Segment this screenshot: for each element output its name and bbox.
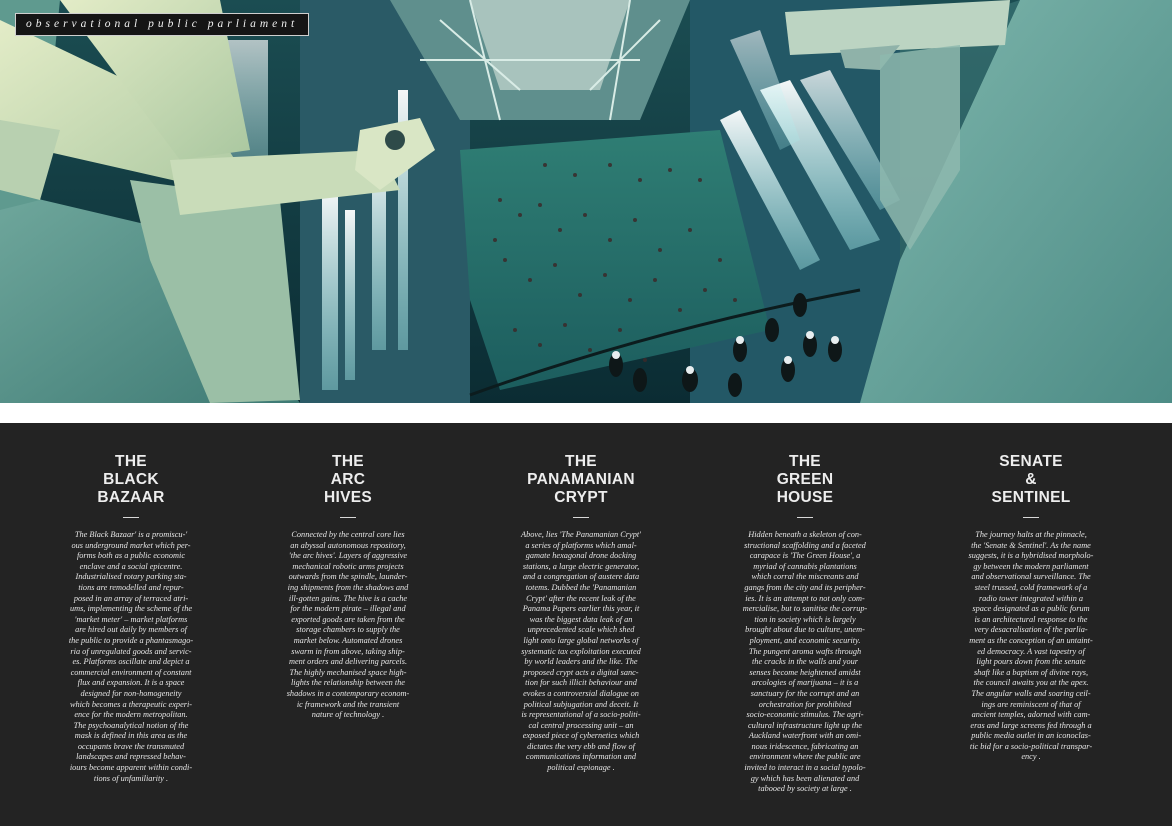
title-rule — [797, 517, 813, 518]
body-line: ous underground market which per- — [71, 540, 191, 550]
body-line: is representational of a socio-politi- — [521, 710, 641, 720]
body-line: socio-economic stimulus. The agri- — [746, 710, 864, 720]
body-line: swarm in from above, taking ship- — [291, 646, 405, 656]
section-title — [720, 453, 890, 507]
body-line: cal central processing unit – an — [528, 720, 634, 730]
body-line: mechanical robotic arms projects — [292, 561, 404, 571]
body-line: ed democracy. A vast tapestry of — [977, 646, 1085, 656]
body-line: which corral the miscreants and — [751, 572, 859, 582]
body-line: an abyssal autonomous repository, — [290, 540, 406, 550]
body-line: systematic tax exploitation executed — [521, 646, 641, 656]
body-line: posed in an array of terraced atri- — [73, 593, 189, 603]
body-line: forms both as a public economic — [76, 551, 186, 561]
body-line: was the biggest data leak of an — [529, 614, 633, 624]
body-line: sanctuary for the corrupt and an — [750, 688, 860, 698]
divider-gap — [0, 403, 1172, 423]
body-line: totems. Dubbed the 'Panamanian — [525, 582, 637, 592]
body-line: tion in society which is largely — [754, 614, 856, 624]
body-line: gy which has been alienated and — [750, 773, 860, 783]
body-line: ancient temples, adorned with cam- — [971, 710, 1091, 720]
body-line: tions of unfamiliarity . — [93, 773, 169, 783]
title-line: ARC — [330, 471, 366, 488]
body-line: eras and large screens fed through a — [970, 720, 1092, 730]
body-line: environment where the public are — [749, 752, 861, 762]
body-line: ic framework and the transient — [296, 699, 400, 709]
body-line: and a congregation of austere data — [522, 572, 640, 582]
title-rule — [123, 517, 139, 518]
body-line: political espionage . — [547, 763, 615, 773]
section-senate-sentinel — [946, 453, 1116, 763]
body-line: iours become apparent within condi- — [69, 763, 193, 773]
body-line: ings are reminiscent of that of — [981, 699, 1081, 709]
body-line: shadows in a contemporary econom- — [286, 688, 410, 698]
parliament-illustration — [0, 0, 1172, 403]
body-line: Above, lies 'The Panamanian Crypt' — [521, 530, 641, 539]
body-line: lights the relationship between the — [291, 678, 405, 688]
body-line: the public to provide a phantasmago- — [68, 635, 194, 645]
body-line: shaft like a baptism of divine rays, — [973, 667, 1089, 677]
body-line: gamate hexagonal drone docking — [525, 551, 637, 561]
body-line: The highly mechanised space high- — [289, 667, 407, 677]
body-line: space designated as a public forum — [972, 604, 1090, 614]
body-line: senses become heightened amidst — [749, 667, 861, 677]
section-black-bazaar — [46, 453, 216, 784]
body-line: unprecedented scale which shed — [527, 625, 635, 635]
title-line: SENATE — [999, 453, 1063, 470]
title-line: GREEN — [776, 471, 834, 488]
body-line: ums, implementing the scheme of the — [69, 604, 193, 614]
title-line: THE — [115, 453, 147, 470]
body-line: for the modern pirate – illegal and — [290, 604, 406, 614]
body-line: political subjugation and deceit. It — [523, 699, 639, 709]
title-line: PANAMANIAN — [527, 471, 635, 488]
body-line: ing shipments from the shadows and — [287, 582, 409, 592]
body-line: nature of technology . — [311, 710, 385, 720]
body-line: The angular walls and soaring ceil- — [971, 688, 1091, 698]
body-line: a series of platforms which amal- — [525, 540, 637, 550]
body-line: enclave and a social epicentre. — [79, 561, 183, 571]
title-line: BAZAAR — [97, 489, 165, 506]
body-line: cultural infrastructure light up the — [747, 720, 862, 730]
body-line: gangs from the city and its peripher- — [744, 582, 866, 592]
section-title — [46, 453, 216, 507]
body-line: orchestration for prohibited — [758, 699, 852, 709]
body-line: and observational surveillance. The — [971, 572, 1091, 582]
body-line: is an architectural response to the — [974, 614, 1088, 624]
title-rule — [340, 517, 356, 518]
body-line: structional scaffolding and a faceted — [744, 540, 866, 550]
section-body — [46, 530, 216, 784]
body-line: es. Platforms oscillate and depict a — [72, 657, 190, 667]
section-title — [496, 453, 666, 507]
body-line: carapace is 'The Green House', a — [749, 551, 861, 561]
section-green-house — [720, 453, 890, 795]
body-line: Hidden beneath a skeleton of con- — [748, 530, 862, 539]
body-line: proposed crypt acts a digital sanc- — [523, 667, 639, 677]
body-line: stations, a large electric generator, — [522, 561, 640, 571]
body-line: occupants brave the transmuted — [77, 741, 185, 751]
body-line: ployment, and economic security. — [749, 635, 861, 645]
body-line: the 'Senate & Sentinel'. As the name — [971, 540, 1091, 550]
body-line: are hired out daily by members of — [75, 625, 187, 635]
body-line: mercialise, but to sanitise the corrup- — [742, 604, 868, 614]
title-line: CRYPT — [554, 489, 608, 506]
body-line: nous iridescence, fabricating an — [751, 741, 859, 751]
body-line: storage chambers to supply the — [296, 625, 400, 635]
body-line: ment orders and delivering parcels. — [288, 657, 408, 667]
body-line: Industrialised rotary parking sta- — [75, 572, 187, 582]
section-panamanian-crypt — [496, 453, 666, 774]
body-line: ency . — [1021, 752, 1041, 762]
body-line: light onto large global networks of — [523, 635, 639, 645]
body-line: commercial environment of constant — [70, 667, 192, 677]
body-line: public media outlet in an iconoclas- — [971, 731, 1091, 741]
body-line: tic bid for a socio-political transpar- — [969, 741, 1093, 751]
title-line: THE — [789, 453, 821, 470]
body-line: very desacralisation of the parlia- — [974, 625, 1088, 635]
title-rule — [1023, 517, 1039, 518]
body-line: dictates the very ebb and flow of — [527, 741, 635, 751]
title-line: HIVES — [323, 489, 372, 506]
body-line: light pours down from the senate — [976, 657, 1086, 667]
body-line: ill-gotten gains. The hive is a cache — [288, 593, 408, 603]
body-line: Crypt' after the recent leak of the — [526, 593, 636, 603]
body-line: exposed piece of cybernetics which — [522, 731, 640, 741]
body-line: myriad of cannabis plantations — [753, 561, 857, 571]
atrium-rendering — [0, 0, 1172, 403]
body-line: The pungent aroma wafts through — [748, 646, 862, 656]
body-line: suggests, it is a hybridised morpholo- — [968, 551, 1094, 561]
body-line: tabooed by society at large . — [758, 784, 852, 794]
section-arc-hives — [263, 453, 433, 721]
body-line: the council awaits you at the apex. — [973, 678, 1089, 688]
body-line: which becomes a therapeutic experi- — [69, 699, 193, 709]
title-line: HOUSE — [776, 489, 834, 506]
title-line: & — [1025, 471, 1037, 488]
body-line: The Black Bazaar' is a promiscu-' — [74, 530, 188, 539]
text-band — [0, 423, 1172, 826]
body-line: outwards from the spindle, launder- — [288, 572, 408, 582]
body-line: ence for the modern metropolitan. — [74, 710, 188, 720]
body-line: tion for such illicit behaviour and — [525, 678, 637, 688]
body-line: invited to interact in a social typolo- — [744, 763, 866, 773]
body-line: evokes a controversial dialogue on — [523, 688, 639, 698]
section-body — [496, 530, 666, 774]
body-line: ria of unregulated goods and servic- — [70, 646, 192, 656]
body-line: brought about due to culture, unem- — [745, 625, 865, 635]
body-line: the cracks in the walls and your — [752, 657, 858, 667]
section-title — [946, 453, 1116, 507]
section-title — [263, 453, 433, 507]
poster-title-tag: observational public parliament — [15, 13, 309, 36]
body-line: by world leaders and the like. The — [524, 657, 638, 667]
body-line: arcologies of marijuana – it is a — [751, 678, 859, 688]
body-line: Panama Papers earlier this year, it — [522, 604, 640, 614]
body-line: steel trussed, cold framework of a — [974, 582, 1088, 592]
body-line: communications information and — [525, 752, 637, 762]
body-line: tions are remodelled and repur- — [78, 582, 184, 592]
body-line: radio tower integrated within a — [978, 593, 1084, 603]
body-line: exported goods are taken from the — [291, 614, 405, 624]
body-line: 'the arc hives'. Layers of aggressive — [288, 551, 408, 561]
body-line: Auckland waterfront with an omi- — [748, 731, 862, 741]
body-line: market below. Automated drones — [293, 635, 403, 645]
title-line: THE — [332, 453, 364, 470]
body-line: The journey halts at the pinnacle, — [975, 530, 1087, 539]
body-line: landscapes and repressed behav- — [76, 752, 186, 762]
body-line: 'market meter' – market platforms — [74, 614, 188, 624]
body-line: Connected by the central core lies — [291, 530, 405, 539]
body-line: The psychoanalytical notion of the — [73, 720, 189, 730]
body-line: flux and expansion. It is a space — [77, 678, 185, 688]
title-line: BLACK — [103, 471, 159, 488]
title-line: THE — [565, 453, 597, 470]
section-body — [946, 530, 1116, 763]
title-rule — [573, 517, 589, 518]
body-line: gy between the modern parliament — [973, 561, 1089, 571]
section-body — [263, 530, 433, 721]
body-line: ies. It is an attempt to not only com- — [745, 593, 865, 603]
body-line: ment as the conception of an untaint- — [969, 635, 1093, 645]
body-line: designed for non-homogeneity — [80, 688, 182, 698]
body-line: mask is defined in this area as the — [74, 731, 188, 741]
title-line: SENTINEL — [991, 489, 1071, 506]
section-body — [720, 530, 890, 795]
